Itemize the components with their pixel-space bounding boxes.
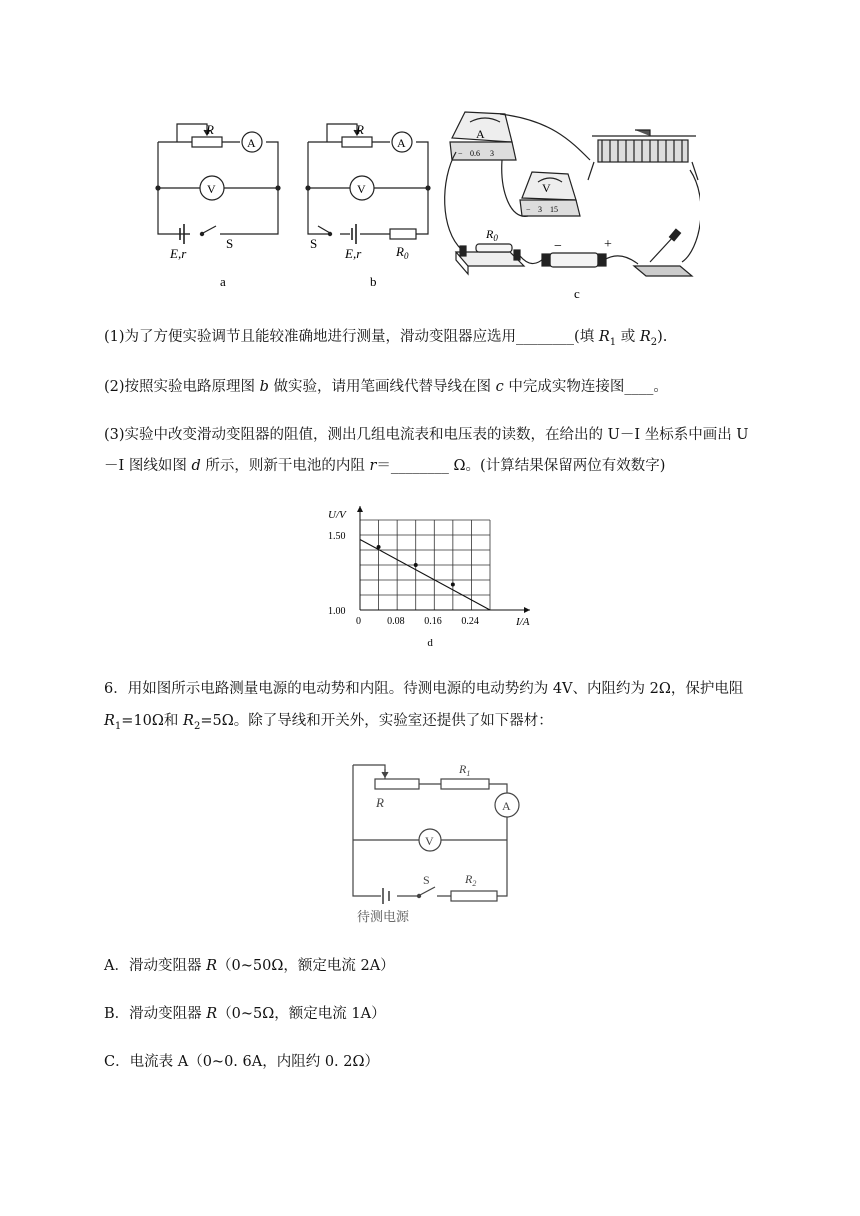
label-c-plus: + <box>604 237 612 252</box>
option-c: C．电流表 A（0~0. 6A，内阻约 0. 2Ω） <box>104 1054 380 1070</box>
x-tick-label: 0 <box>356 616 361 627</box>
label-b-voltmeter: V <box>357 182 366 196</box>
label-b-source: E,r <box>345 246 362 261</box>
label-a-ammeter: A <box>247 136 256 150</box>
x-axis-label: I/A <box>516 616 530 628</box>
label-c-voltmeter-scale-0: − <box>526 205 531 214</box>
question-1: (1)为了方便实验调节且能较准确地进行测量，滑动变阻器应选用________(填 $R_1$ 或 $R_2$). <box>104 329 668 348</box>
label-c-ammeter-scale-2: 3 <box>490 149 494 158</box>
label-b-switch: S <box>310 236 318 251</box>
label-a-source: E,r <box>170 246 187 261</box>
data-point <box>377 545 381 549</box>
label-c-voltmeter-scale-2: 15 <box>550 205 558 214</box>
question-3-line-1: (3)实验中改变滑动变阻器的阻值，测出几组电流表和电压表的读数，在给出的 U－I 坐标系中画出 U <box>104 427 749 443</box>
option-a: A．滑动变阻器 R（0~50Ω，额定电流 2A） <box>104 958 395 974</box>
x-tick-label: 0.08 <box>387 616 405 627</box>
label-b-r0: $R_0$ <box>396 244 409 261</box>
label-q6-r2: $R_2$ <box>465 872 477 888</box>
chart-axes <box>357 506 530 613</box>
chart-caption: d <box>427 637 433 649</box>
label-q6-ammeter: A <box>502 799 511 813</box>
y-axis-label: U/V <box>328 509 346 521</box>
x-axis-arrow <box>524 607 530 613</box>
label-c-voltmeter-scale-1: 3 <box>538 205 542 214</box>
circuit-b <box>308 124 428 244</box>
question-3-line-2: －I 图线如图 d 所示，则新干电池的内阻 r＝________ Ω。(计算结果保留两位有效数字) <box>104 458 666 474</box>
y-axis-arrow <box>357 506 363 512</box>
question-2: (2)按照实验电路原理图 b 做实验，请用笔画线代替导线在图 c 中完成实物连接图____。 <box>104 379 668 395</box>
x-tick-label: 0.24 <box>461 616 479 627</box>
circuit-a <box>158 124 278 244</box>
question-6-line-1: 6．用如图所示电路测量电源的电动势和内阻。待测电源的电动势约为 4V、内阻约为 2Ω，保护电阻 <box>104 681 744 697</box>
y-tick-label: 1.00 <box>328 606 346 617</box>
label-q6-voltmeter: V <box>425 834 434 848</box>
caption-b: b <box>370 274 377 289</box>
label-c-ammeter-scale-1: 0.6 <box>470 149 480 158</box>
option-b: B．滑动变阻器 R（0~5Ω，额定电流 1A） <box>104 1006 386 1022</box>
label-b-resistor: R <box>356 122 364 137</box>
label-c-r0: $R_0$ <box>486 227 498 243</box>
label-q6-switch: S <box>423 873 430 887</box>
label-c-voltmeter: V <box>542 181 551 195</box>
chart-labels <box>328 509 530 649</box>
data-point <box>414 563 418 567</box>
caption-c: c <box>574 286 580 301</box>
label-a-resistor: R <box>206 122 214 137</box>
chart-d <box>320 500 545 650</box>
label-b-ammeter: A <box>397 136 406 150</box>
data-point <box>451 583 455 587</box>
label-c-minus: − <box>554 239 562 254</box>
label-a-voltmeter: V <box>207 182 216 196</box>
label-c-ammeter: A <box>476 127 485 141</box>
label-q6-source: 待测电源 <box>357 909 410 924</box>
label-a-switch: S <box>226 236 234 251</box>
x-tick-label: 0.16 <box>424 616 442 627</box>
caption-a: a <box>220 274 226 289</box>
label-q6-r1: $R_1$ <box>459 762 471 778</box>
figure-q6-circuit <box>345 755 530 930</box>
question-6-line-2: $R_1=10\Omega$和 $R_2=5\Omega$。除了导线和开关外，实验室还提供了如下器材： <box>104 713 553 732</box>
y-tick-label: 1.50 <box>328 531 346 542</box>
chart-grid <box>360 520 490 610</box>
label-q6-r: R <box>376 795 384 810</box>
label-c-ammeter-scale-0: − <box>458 149 463 158</box>
figure-abc <box>140 100 700 305</box>
blank-1[interactable]: ________ <box>516 329 575 345</box>
